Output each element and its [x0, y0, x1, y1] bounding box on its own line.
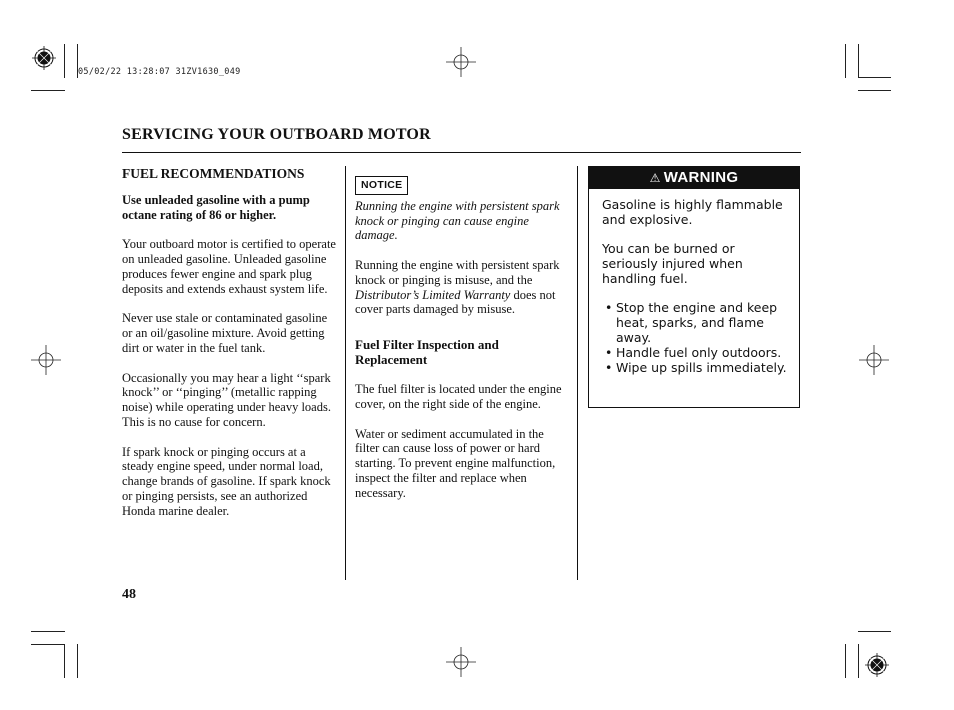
crop-mark: [31, 631, 65, 632]
paragraph-certified: Your outboard motor is certified to operate on unleaded gasoline. Unleaded gasoline produces fewer engine and spark plug deposits and extends exhaust system life.: [122, 237, 336, 296]
warning-header: [589, 167, 799, 189]
crop-mark: [858, 44, 859, 78]
warning-line-flammable: Gasoline is highly flammable and explosive.: [602, 197, 783, 227]
list-item: • Handle fuel only outdoors.: [602, 345, 787, 360]
warning-triangle-icon: ⚠: [649, 171, 661, 185]
fuel-recommendations-heading: FUEL RECOMMENDATIONS: [122, 166, 305, 181]
crop-mark: [858, 90, 891, 91]
list-item: • Stop the engine and keep heat, sparks, and flame away.: [602, 300, 787, 345]
column-divider: [577, 166, 578, 580]
crop-mark: [31, 90, 65, 91]
paragraph-stale-gasoline: Never use stale or contaminated gasoline or an oil/gasoline mixture. Avoid getting dirt or water in the fuel tank.: [122, 311, 328, 355]
list-item: • Wipe up spills immediately.: [602, 360, 787, 375]
column-fuel-recommendations: [122, 166, 337, 533]
paragraph-misuse: [355, 258, 567, 317]
warning-list: [602, 300, 787, 375]
warning-line-injury: You can be burned or seriously injured when handling fuel.: [602, 241, 743, 286]
misuse-text-b: does not cover parts damaged by misuse.: [355, 287, 556, 317]
warning-box: [588, 166, 800, 408]
crop-mark: [858, 77, 891, 78]
crosshair-icon: [859, 345, 889, 375]
page-number: 48: [122, 587, 136, 602]
fuel-filter-heading: Fuel Filter Inspection and Replacement: [355, 337, 499, 368]
notice-badge: NOTICE: [355, 176, 408, 195]
title-rule: [122, 152, 801, 153]
warning-body: [589, 189, 799, 375]
column-divider: [345, 166, 346, 580]
crop-mark: [31, 644, 65, 645]
crop-mark: [845, 44, 846, 78]
registration-target-icon: [30, 44, 58, 72]
crosshair-icon: [446, 47, 476, 77]
crosshair-icon: [446, 647, 476, 677]
crop-mark: [858, 631, 891, 632]
registration-target-icon: [863, 651, 891, 679]
print-stamp: 05/02/22 13:28:07 31ZV1630_049: [78, 67, 241, 77]
misuse-text-a: Running the engine with persistent spark knock or pinging is misuse, and the: [355, 257, 560, 287]
crop-mark: [77, 644, 78, 678]
crosshair-icon: [31, 345, 61, 375]
octane-requirement: Use unleaded gasoline with a pump octane rating of 86 or higher.: [122, 193, 310, 222]
paragraph-filter-sediment: Water or sediment accumulated in the filter can cause loss of power or hard starting. To prevent engine malfunction, inspect the filter and replace when necessary.: [355, 426, 556, 500]
crop-mark: [64, 44, 65, 78]
notice-text: Running the engine with persistent spark knock or pinging can cause engine damage.: [355, 198, 560, 243]
section-title: SERVICING YOUR OUTBOARD MOTOR: [122, 126, 431, 143]
crop-mark: [845, 644, 846, 678]
warranty-name: Distributor’s Limited Warranty: [355, 287, 511, 302]
warning-label: WARNING: [663, 169, 739, 186]
crop-mark: [64, 644, 65, 678]
column-notice-fuel-filter: [355, 176, 567, 515]
paragraph-spark-knock: Occasionally you may hear a light ‘‘spark knock’’ or ‘‘pinging’’ (metallic rapping noise) while operating under heavy loads. This is no cause for concern.: [122, 370, 331, 429]
paragraph-change-brands: If spark knock or pinging occurs at a steady engine speed, under normal load, change brands of gasoline. If spark knock or pinging persists, see an authorized Honda marine dealer.: [122, 444, 331, 518]
crop-mark: [858, 644, 859, 678]
paragraph-filter-location: The fuel filter is located under the engine cover, on the right side of the engine.: [355, 382, 562, 411]
